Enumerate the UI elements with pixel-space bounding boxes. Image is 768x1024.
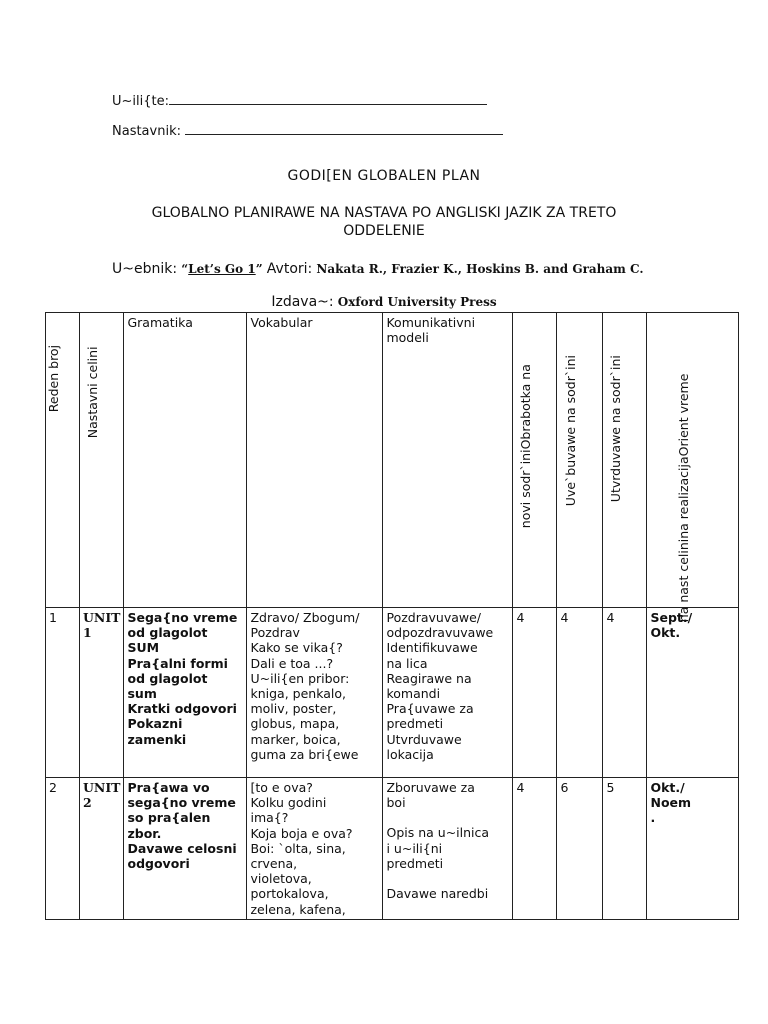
header-new-content: novi sodr`iniObrabotka na xyxy=(513,313,557,608)
authors-names: Nakata R., Frazier K., Hoskins B. and Graham C. xyxy=(312,262,644,276)
header-orientation-time: na nast celinina realizacijaOrient vreme xyxy=(647,313,739,608)
teacher-field xyxy=(112,122,503,139)
authors-label: Avtori: xyxy=(266,261,313,277)
header-order-number: Reden broj xyxy=(46,313,80,608)
teacher-blank-line xyxy=(185,122,503,135)
header-vocabulary: Vokabular xyxy=(247,313,383,608)
subtitle-line-1: GLOBALNO PLANIRAWE NA NASTAVA PO ANGLISKI JAZIK ZA TRETO xyxy=(151,205,617,221)
vocabulary-cell: [to e ova? Kolku godini ima{? Koja boja e ova? Boi: `olta, sina, crvena, violetova, portokalova, zelena, kafena, xyxy=(247,778,383,920)
textbook-label: U~ebnik: xyxy=(112,261,178,277)
header-practice: Uve`buvawe na sodr`ini xyxy=(557,313,603,608)
header-consolidation: Utvrduvawe na sodr`ini xyxy=(603,313,647,608)
new-content-hours: 4 xyxy=(513,778,557,920)
table-row xyxy=(46,608,739,778)
communicative-cell: Zboruvawe za boi Opis na u~ilnica i u~ili{ni predmeti Davawe naredbi xyxy=(383,778,513,920)
new-content-hours: 4 xyxy=(513,608,557,778)
grammar-cell: Pra{awa vo sega{no vreme so pra{alen zbor. Davawe celosni odgovori xyxy=(124,778,247,920)
row-number: 2 xyxy=(46,778,80,920)
table-header-row xyxy=(46,313,739,608)
textbook-close-quote: ” xyxy=(255,262,267,276)
orientation-time: Okt./ Noem . xyxy=(647,778,739,920)
publisher-info xyxy=(0,294,768,310)
subtitle-line-2: ODDELENIE xyxy=(343,223,425,239)
textbook-title: Let’s Go 1 xyxy=(188,262,256,276)
vocabulary-cell: Zdravo/ Zbogum/ Pozdrav Kako se vika{? Dali e toa ...? U~ili{en pribor: kniga, penkalo, moliv, poster, globus, mapa, marker, boica, guma za bri{ewe xyxy=(247,608,383,778)
unit-name: UNIT 2 xyxy=(80,778,124,920)
orientation-time: Sept./ Okt. xyxy=(647,608,739,778)
document-subtitle xyxy=(0,204,768,240)
student-label: U~ili{te: xyxy=(112,94,169,109)
document-title: GODI[EN GLOBALEN PLAN xyxy=(287,168,481,184)
row-number: 1 xyxy=(46,608,80,778)
student-blank-line xyxy=(169,92,487,105)
consolidation-hours: 4 xyxy=(603,608,647,778)
publisher-name: Oxford University Press xyxy=(333,295,497,309)
consolidation-hours: 5 xyxy=(603,778,647,920)
textbook-info xyxy=(112,260,652,278)
publisher-label: Izdava~: xyxy=(271,294,334,310)
header-grammar: Gramatika xyxy=(124,313,247,608)
unit-name: UNIT 1 xyxy=(80,608,124,778)
global-plan-table xyxy=(45,312,739,920)
header-communicative-models: Komunikativni modeli xyxy=(383,313,513,608)
header-teaching-units: Nastavni celini xyxy=(80,313,124,608)
teacher-label: Nastavnik: xyxy=(112,124,181,139)
grammar-cell: Sega{no vreme od glagolot SUM Pra{alni formi od glagolot sum Kratki odgovori Pokazni zamenki xyxy=(124,608,247,778)
table-row xyxy=(46,778,739,920)
student-field xyxy=(112,92,487,109)
communicative-cell: Pozdravuvawe/ odpozdravuvawe Identifikuvawe na lica Reagirawe na komandi Pra{uvawe za predmeti Utvrduvawe lokacija xyxy=(383,608,513,778)
practice-hours: 6 xyxy=(557,778,603,920)
textbook-open-quote: “ xyxy=(177,262,189,276)
practice-hours: 4 xyxy=(557,608,603,778)
